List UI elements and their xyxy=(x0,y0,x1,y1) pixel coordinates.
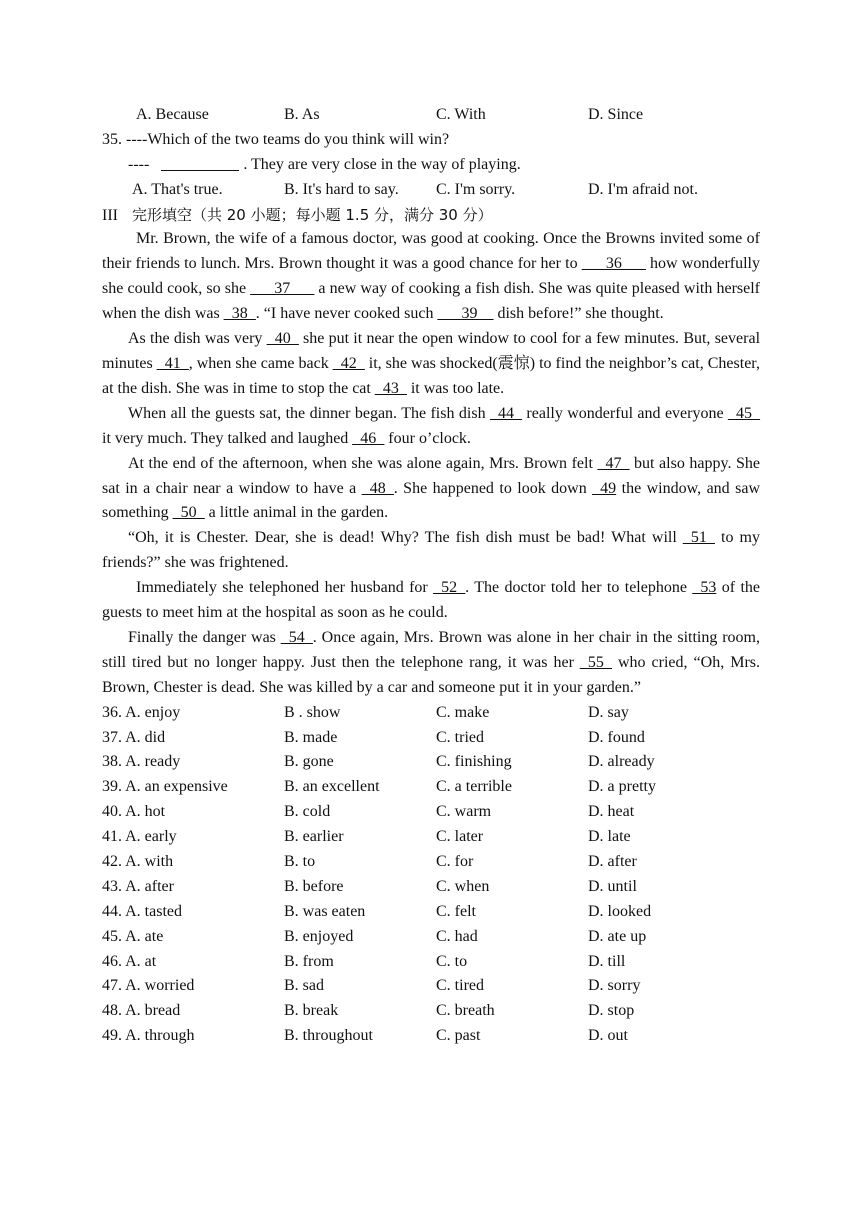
option-a: 40. A. hot xyxy=(102,803,166,821)
option-b: B. break xyxy=(284,1002,339,1020)
blank-53: _53 xyxy=(692,579,717,597)
blank-46: _46_ xyxy=(352,429,385,447)
option-a: 41. A. early xyxy=(102,828,177,846)
section-title: 完形填空（共 20 小题；每小题 1.5 分，满分 30 分） xyxy=(131,205,493,224)
passage-paragraph-6: Immediately she telephoned her husband for _52_. The doctor told her to telephone _53 of the guests to meet him at the hospital as soon as he could. xyxy=(102,579,761,622)
blank-50: _50_ xyxy=(172,504,205,522)
option-b: B. It's hard to say. xyxy=(284,180,399,198)
option-d: D. after xyxy=(588,853,637,871)
option-c: C. breath xyxy=(436,1002,495,1020)
q35-blank xyxy=(161,154,239,171)
q35-reply-prefix: ---- xyxy=(128,155,150,173)
option-b: B. cold xyxy=(284,803,331,821)
option-b: B. throughout xyxy=(284,1027,373,1045)
question-row xyxy=(102,875,760,900)
option-c: C. finishing xyxy=(436,753,512,771)
q35-reply-suffix: . They are very close in the way of playing. xyxy=(243,155,521,173)
option-c: C. past xyxy=(436,1027,481,1045)
option-a: 47. A. worried xyxy=(102,977,195,995)
passage-paragraph-2: As the dish was very _40_ she put it near the open window to cool for a few minutes. But, several minutes _41_, when she came back _42_ it, she was shocked(震惊) to find the neighbor’s cat, Chester, at the dish. She was in time to stop the cat _43_ it was too late. xyxy=(102,330,761,397)
option-d: D. say xyxy=(588,703,629,721)
option-c: C. to xyxy=(436,952,468,970)
option-c: C. warm xyxy=(436,803,492,821)
question-row xyxy=(102,750,760,775)
passage-paragraph-4: At the end of the afternoon, when she was alone again, Mrs. Brown felt _47_ but also happy. She sat in a chair near a window to have a _48_. She happened to look down _49 the window, and saw something _50_ a little animal in the garden. xyxy=(102,454,761,522)
option-a: 44. A. tasted xyxy=(102,902,182,920)
blank-44: _44_ xyxy=(490,404,522,422)
option-d: D. I'm afraid not. xyxy=(588,180,698,198)
blank-36: ___36___ xyxy=(581,255,646,273)
option-b: B. before xyxy=(284,877,344,895)
passage-paragraph-1: Mr. Brown, the wife of a famous doctor, was good at cooking. Once the Browns invited some of their friends to lunch. Mrs. Brown thought it was a good chance for her to ___36___ how wonderfully she could cook, so she ___37___ a new way of cooking a fish dish. She was quite pleased with herself when the dish was _38_. “I have never cooked such ___39__ dish before!” she thought. xyxy=(102,230,761,323)
question-row xyxy=(102,800,760,825)
blank-37: ___37___ xyxy=(250,280,315,298)
q35-options xyxy=(102,178,760,203)
passage-paragraph-5: “Oh, it is Chester. Dear, she is dead! Why? The fish dish must be bad! What will _51_ to my friends?” she was frightened. xyxy=(102,529,761,572)
option-d: D. heat xyxy=(588,803,635,821)
option-d: D. till xyxy=(588,952,626,970)
option-d: D. until xyxy=(588,877,637,895)
question-row xyxy=(102,726,760,751)
blank-49: _49 xyxy=(592,479,617,497)
option-d: D. ate up xyxy=(588,927,647,945)
option-d: D. stop xyxy=(588,1002,635,1020)
option-d: D. already xyxy=(588,753,655,771)
question-row xyxy=(102,900,760,925)
option-c: C. With xyxy=(436,106,486,123)
q35-stem: 35. ----Which of the two teams do you think will win? xyxy=(102,130,450,148)
passage-paragraph-3: When all the guests sat, the dinner began. The fish dish _44_ really wonderful and everyone _45_ it very much. They talked and laughed _46_ four o’clock. xyxy=(102,404,760,447)
option-a: 43. A. after xyxy=(102,877,174,895)
question-list xyxy=(102,701,760,1049)
blank-43: _43_ xyxy=(374,379,407,397)
blank-48: _48_ xyxy=(361,479,394,497)
blank-40: _40_ xyxy=(266,330,299,348)
option-a: 38. A. ready xyxy=(102,753,181,771)
option-c: C. tried xyxy=(436,728,484,746)
blank-51: _51_ xyxy=(682,529,715,547)
option-b: B. from xyxy=(284,952,334,970)
option-c: C. I'm sorry. xyxy=(436,180,516,198)
question-row xyxy=(102,974,760,999)
question-row xyxy=(102,950,760,975)
option-b: B. to xyxy=(284,853,316,871)
option-a: 48. A. bread xyxy=(102,1002,181,1020)
option-a: 45. A. ate xyxy=(102,927,164,945)
option-a: 37. A. did xyxy=(102,728,166,746)
option-c: C. had xyxy=(436,927,478,945)
option-d: D. out xyxy=(588,1027,628,1045)
option-b: B. sad xyxy=(284,977,324,995)
blank-52: _52_ xyxy=(433,579,466,597)
q34-options xyxy=(102,103,760,128)
question-row xyxy=(102,775,760,800)
option-c: C. when xyxy=(436,877,490,895)
option-b: B. earlier xyxy=(284,828,344,846)
blank-39: ___39__ xyxy=(437,305,494,323)
q35-reply xyxy=(102,153,760,178)
option-d: D. looked xyxy=(588,902,652,920)
option-a: 46. A. at xyxy=(102,952,157,970)
option-b: B. was eaten xyxy=(284,902,366,920)
option-c: C. later xyxy=(436,828,484,846)
option-b: B. gone xyxy=(284,753,334,771)
option-a: 39. A. an expensive xyxy=(102,778,228,796)
blank-41: _41_ xyxy=(156,354,189,372)
option-c: C. a terrible xyxy=(436,778,512,796)
question-row xyxy=(102,825,760,850)
option-d: D. found xyxy=(588,728,645,746)
question-row xyxy=(102,850,760,875)
option-c: C. for xyxy=(436,853,474,871)
option-c: C. felt xyxy=(436,902,476,920)
option-a: 36. A. enjoy xyxy=(102,703,181,721)
option-c: C. tired xyxy=(436,977,484,995)
blank-38: _38_ xyxy=(223,305,256,323)
option-d: D. a pretty xyxy=(588,778,656,796)
exam-page xyxy=(102,103,760,1049)
section-number: III xyxy=(102,206,118,224)
option-d: D. late xyxy=(588,828,631,846)
question-row xyxy=(102,925,760,950)
question-row xyxy=(102,701,760,726)
question-row xyxy=(102,1024,760,1049)
blank-54: _54_ xyxy=(280,628,313,646)
option-b: B . show xyxy=(284,703,341,721)
option-a: A. That's true. xyxy=(132,180,223,198)
blank-47: _47_ xyxy=(597,454,630,472)
option-b: B. As xyxy=(284,106,320,123)
option-a: 42. A. with xyxy=(102,853,174,871)
section-heading xyxy=(102,203,760,228)
option-c: C. make xyxy=(436,703,490,721)
option-a: 49. A. through xyxy=(102,1027,195,1045)
blank-55: _55_ xyxy=(579,653,612,671)
option-d: D. Since xyxy=(588,106,644,123)
option-b: B. enjoyed xyxy=(284,927,354,945)
blank-42: _42_ xyxy=(332,354,365,372)
option-b: B. an excellent xyxy=(284,778,380,796)
option-b: B. made xyxy=(284,728,338,746)
question-row xyxy=(102,999,760,1024)
blank-45: _45_ xyxy=(728,404,760,422)
passage-paragraph-7: Finally the danger was _54_. Once again, Mrs. Brown was alone in her chair in the sitting room, still tired but no longer happy. Just then the telephone rang, it was her _55_ who cried, “Oh, Mrs. Brown, Chester is dead. She was killed by a car and someone put it in your garden.” xyxy=(102,628,761,696)
option-a: A. Because xyxy=(136,106,209,123)
option-d: D. sorry xyxy=(588,977,641,995)
